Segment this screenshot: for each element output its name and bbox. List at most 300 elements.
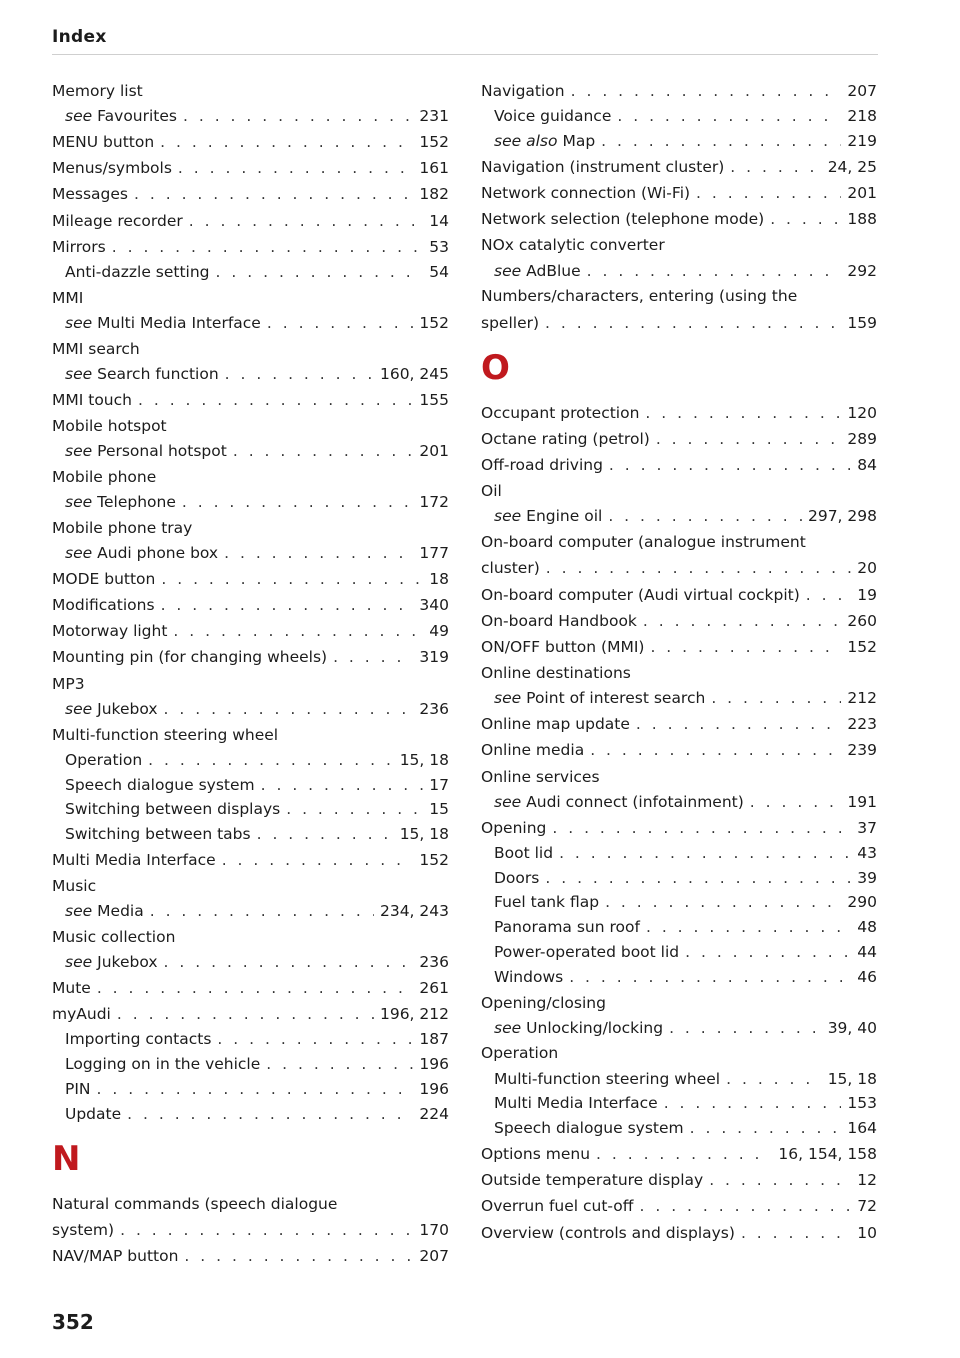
index-entry — [481, 555, 877, 581]
entry-label — [52, 847, 216, 873]
dot-leader — [150, 899, 374, 924]
index-subentry — [52, 260, 449, 285]
dot-leader — [333, 644, 413, 670]
entry-label — [494, 841, 553, 866]
entry-page-ref: 201 — [847, 183, 877, 202]
entry-page-ref: 196 — [419, 1055, 449, 1074]
entry-text: Multi Media Interface — [97, 313, 261, 332]
index-subentry — [52, 748, 449, 773]
entry-page-ref: 196 — [419, 1080, 449, 1099]
index-subentry — [481, 1067, 877, 1092]
entry-text: Operation — [65, 750, 143, 769]
entry-text: Occupant protection — [481, 403, 640, 422]
entry-page-ref: 44 — [857, 942, 877, 961]
see-reference: see — [494, 689, 522, 708]
index-subentry — [481, 1116, 877, 1141]
see-reference: see — [65, 442, 93, 461]
entry-label — [481, 660, 631, 686]
entry-label — [52, 413, 167, 439]
entry-label — [65, 311, 261, 336]
entry-page-ref: 20 — [857, 559, 877, 578]
dot-leader — [161, 566, 423, 592]
index-subentry — [481, 965, 877, 990]
entry-label — [65, 950, 158, 975]
see-reference: see — [494, 507, 522, 526]
entry-label — [494, 686, 705, 711]
entry-page-ref: 120 — [847, 403, 877, 422]
entry-text: Speech dialogue system — [494, 1119, 684, 1138]
entry-text: Online media — [481, 741, 585, 760]
entry-text: AdBlue — [526, 261, 581, 280]
dot-leader — [134, 181, 413, 207]
see-reference: see — [65, 902, 93, 921]
entry-text: Online services — [481, 767, 600, 786]
entry-page-ref: 292 — [847, 261, 877, 280]
entry-text: Multi-function steering wheel — [494, 1069, 721, 1088]
entry-label — [52, 618, 167, 644]
entry-text: Logging on in the vehicle — [65, 1055, 261, 1074]
index-entry — [52, 1217, 449, 1243]
dot-leader — [711, 686, 841, 711]
entry-page-ref: 177 — [419, 544, 449, 563]
dot-leader — [545, 310, 841, 336]
dot-leader — [643, 608, 842, 634]
entry-text: Audi connect (infotainment) — [526, 792, 744, 811]
entry-label — [52, 181, 128, 207]
entry-text: Music collection — [52, 928, 176, 947]
entry-text: Music — [52, 877, 97, 896]
dot-leader — [587, 259, 842, 284]
index-entry — [481, 283, 877, 309]
index-entry — [52, 78, 449, 104]
entry-text: Mobile phone tray — [52, 518, 193, 537]
index-entry — [481, 764, 877, 790]
index-entry — [52, 336, 449, 362]
entry-label — [65, 822, 251, 847]
entry-label — [52, 1001, 111, 1027]
index-subentry — [481, 104, 877, 129]
entry-page-ref: 16, 154, 158 — [778, 1145, 877, 1164]
entry-label — [52, 722, 278, 748]
index-entry — [52, 975, 449, 1001]
dot-leader — [261, 773, 424, 798]
entry-text: MODE button — [52, 569, 156, 588]
entry-label — [65, 1077, 91, 1102]
dot-leader — [160, 129, 413, 155]
entry-page-ref: 201 — [419, 442, 449, 461]
entry-text: Speech dialogue system — [65, 775, 255, 794]
entry-label — [481, 232, 665, 258]
entry-text: Octane rating (petrol) — [481, 429, 650, 448]
dot-leader — [164, 950, 414, 975]
entry-label — [65, 362, 219, 387]
see-reference: see — [65, 953, 93, 972]
entry-label — [481, 1167, 703, 1193]
index-entry — [52, 873, 449, 899]
entry-page-ref: 15 — [429, 800, 449, 819]
entry-page-ref: 188 — [847, 210, 877, 229]
index-entry — [481, 232, 877, 258]
index-subentry — [52, 797, 449, 822]
dot-leader — [645, 400, 841, 426]
index-subentry — [481, 129, 877, 154]
dot-leader — [609, 452, 851, 478]
dot-leader — [596, 1141, 772, 1167]
index-entry — [481, 1040, 877, 1066]
entry-text: ON/OFF button (MMI) — [481, 638, 645, 656]
page-header — [52, 26, 878, 55]
index-entry — [481, 1141, 877, 1167]
entry-label — [52, 155, 172, 181]
entry-text: Oil — [481, 482, 502, 501]
entry-page-ref: 15, 18 — [399, 825, 449, 844]
entry-label — [52, 1243, 178, 1269]
index-subentry — [481, 940, 877, 965]
entry-text: Multi Media Interface — [494, 1094, 658, 1113]
index-entry — [52, 722, 449, 748]
entry-text: Panorama sun roof — [494, 918, 640, 937]
entry-label — [52, 566, 155, 592]
entry-page-ref: 172 — [419, 493, 449, 512]
entry-label — [65, 1102, 121, 1127]
index-subentry — [52, 950, 449, 975]
entry-text: On-board computer (analogue instrument — [481, 533, 806, 552]
index-entry — [52, 1001, 449, 1027]
dot-leader — [636, 711, 842, 737]
entry-label — [481, 990, 606, 1016]
entry-label — [481, 1193, 633, 1219]
entry-text: Multi Media Interface — [52, 850, 216, 869]
entry-label — [52, 644, 327, 670]
entry-label — [494, 104, 611, 129]
entry-page-ref: 170 — [419, 1220, 449, 1239]
entry-page-ref: 152 — [847, 638, 877, 656]
index-subentry — [481, 841, 877, 866]
dot-leader — [750, 790, 842, 815]
entry-label — [52, 387, 132, 413]
entry-text: Engine oil — [526, 507, 603, 526]
entry-label — [494, 790, 744, 815]
dot-leader — [112, 234, 424, 260]
dot-leader — [601, 129, 841, 154]
entry-page-ref: 155 — [419, 390, 449, 409]
entry-page-ref: 191 — [847, 792, 877, 811]
dot-leader — [216, 260, 424, 285]
entry-text: Network connection (Wi-Fi) — [481, 183, 691, 202]
dot-leader — [189, 208, 424, 234]
see-reference: see also — [494, 131, 558, 150]
entry-label — [494, 129, 595, 154]
entry-text: Navigation — [481, 82, 565, 100]
entry-page-ref: 261 — [419, 979, 449, 998]
entry-label — [65, 260, 210, 285]
index-entry — [52, 413, 449, 439]
see-reference: see — [65, 364, 93, 383]
entry-page-ref: 39 — [857, 868, 877, 887]
entry-text: MMI — [52, 288, 84, 307]
entry-label — [52, 975, 91, 1001]
dot-leader — [117, 1001, 374, 1027]
entry-text: MENU button — [52, 132, 155, 151]
dot-leader — [120, 1217, 413, 1243]
entry-page-ref: 161 — [419, 159, 449, 178]
see-reference: see — [494, 261, 522, 280]
entry-label — [494, 1016, 663, 1041]
entry-page-ref: 223 — [847, 715, 877, 734]
entry-label — [494, 1067, 720, 1092]
dot-leader — [669, 1016, 822, 1041]
index-entry — [481, 815, 877, 841]
dot-leader — [138, 387, 413, 413]
index-entry — [481, 608, 877, 634]
entry-label — [481, 478, 502, 504]
entry-page-ref: 84 — [857, 456, 877, 475]
entry-label — [494, 940, 679, 965]
entry-label — [481, 1141, 590, 1167]
dot-leader — [267, 311, 414, 336]
entry-text: Search function — [97, 364, 219, 383]
entry-page-ref: 239 — [847, 741, 877, 760]
entry-text: Jukebox — [97, 953, 158, 972]
section-letter-heading: N — [52, 1138, 81, 1179]
entry-text: Natural commands (speech dialogue — [52, 1194, 338, 1213]
entry-label — [494, 890, 599, 915]
entry-page-ref: 236 — [419, 699, 449, 718]
entry-page-ref: 17 — [429, 775, 449, 794]
entry-label — [481, 1040, 558, 1066]
entry-text: Navigation (instrument cluster) — [481, 157, 725, 176]
index-entry — [481, 452, 877, 478]
entry-label — [52, 234, 106, 260]
dot-leader — [650, 634, 841, 660]
entry-text: Boot lid — [494, 843, 554, 862]
dot-leader — [571, 78, 842, 104]
entry-label — [65, 697, 158, 722]
entry-text: Numbers/characters, entering (using the — [481, 287, 798, 306]
entry-label — [481, 206, 764, 232]
dot-leader — [685, 940, 851, 965]
entry-label — [481, 711, 630, 737]
entry-text: Power-operated boot lid — [494, 942, 680, 961]
entry-page-ref: 159 — [847, 313, 877, 332]
entry-text: Online destinations — [481, 664, 631, 683]
dot-leader — [552, 815, 851, 841]
dot-leader — [770, 206, 841, 232]
index-subentry — [52, 697, 449, 722]
entry-label — [481, 400, 639, 426]
dot-leader — [161, 592, 414, 618]
page-number: 352 — [52, 1310, 94, 1334]
index-entry — [52, 1191, 449, 1217]
dot-leader — [709, 1167, 851, 1193]
index-entry — [481, 990, 877, 1016]
entry-page-ref: 152 — [419, 313, 449, 332]
entry-label — [65, 541, 218, 566]
dot-leader — [639, 1193, 851, 1219]
entry-label — [481, 154, 724, 180]
index-entry — [481, 634, 877, 660]
dot-leader — [266, 1052, 413, 1077]
entry-text: Network selection (telephone mode) — [481, 210, 765, 229]
entry-page-ref: 260 — [847, 611, 877, 630]
entry-page-ref: 152 — [419, 850, 449, 869]
entry-label — [481, 310, 539, 336]
dot-leader — [545, 866, 851, 891]
dot-leader — [217, 1027, 413, 1052]
index-column-left — [52, 78, 449, 1269]
entry-page-ref: 231 — [419, 107, 449, 126]
entry-label — [481, 529, 806, 555]
entry-label — [52, 1217, 114, 1243]
dot-leader — [97, 975, 414, 1001]
entry-label — [52, 208, 183, 234]
dot-leader — [605, 890, 841, 915]
dot-leader — [222, 847, 414, 873]
entry-page-ref: 19 — [857, 585, 877, 604]
entry-page-ref: 24, 25 — [827, 157, 877, 176]
entry-page-ref: 289 — [847, 429, 877, 448]
entry-label — [481, 452, 603, 478]
entry-label — [65, 490, 176, 515]
entry-page-ref: 160, 245 — [379, 364, 449, 383]
see-reference: see — [65, 493, 93, 512]
index-entry — [52, 181, 449, 207]
index-entry — [481, 206, 877, 232]
index-entry — [52, 592, 449, 618]
entry-page-ref: 236 — [419, 953, 449, 972]
dot-leader — [590, 737, 841, 763]
entry-label — [65, 1052, 260, 1077]
entry-label — [481, 634, 644, 660]
dot-leader — [608, 504, 802, 529]
index-subentry — [52, 1052, 449, 1077]
dot-leader — [173, 618, 423, 644]
entry-text: Off-road driving — [481, 456, 603, 475]
index-subentry — [481, 504, 877, 529]
entry-page-ref: 182 — [419, 185, 449, 204]
entry-label — [65, 797, 280, 822]
index-entry — [52, 464, 449, 490]
see-reference: see — [65, 544, 93, 563]
index-entry — [52, 1243, 449, 1269]
entry-page-ref: 39, 40 — [827, 1018, 877, 1037]
entry-text: Point of interest search — [526, 689, 706, 708]
entry-text: Switching between tabs — [65, 825, 251, 844]
entry-text: Anti-dazzle setting — [65, 262, 210, 281]
dot-leader — [183, 104, 413, 129]
entry-label — [65, 899, 144, 924]
dot-leader — [690, 1116, 842, 1141]
entry-text: Favourites — [97, 107, 177, 126]
entry-label — [481, 582, 800, 608]
entry-page-ref: 72 — [857, 1197, 877, 1216]
entry-text: Doors — [494, 868, 540, 887]
entry-text: Motorway light — [52, 622, 168, 641]
entry-page-ref: 319 — [419, 648, 449, 667]
dot-leader — [257, 822, 394, 847]
entry-page-ref: 48 — [857, 918, 877, 937]
dot-leader — [559, 841, 851, 866]
entry-label — [52, 924, 175, 950]
dot-leader — [664, 1091, 842, 1116]
index-entry — [52, 515, 449, 541]
index-entry — [481, 78, 877, 104]
see-reference: see — [65, 699, 93, 718]
entry-page-ref: 219 — [847, 131, 877, 150]
entry-text: MMI touch — [52, 390, 132, 409]
entry-page-ref: 18 — [429, 569, 449, 588]
dot-leader — [730, 154, 821, 180]
entry-page-ref: 340 — [419, 596, 449, 615]
dot-leader — [696, 180, 841, 206]
index-entry — [52, 234, 449, 260]
entry-label — [494, 1116, 684, 1141]
entry-text: Personal hotspot — [97, 442, 227, 461]
entry-label — [65, 748, 142, 773]
see-reference: see — [494, 792, 522, 811]
dot-leader — [225, 362, 374, 387]
entry-label — [494, 965, 563, 990]
entry-text: Mobile phone — [52, 467, 157, 486]
dot-leader — [184, 1243, 413, 1269]
entry-text: Unlocking/locking — [526, 1018, 664, 1037]
entry-label — [52, 515, 192, 541]
dot-leader — [617, 104, 841, 129]
entry-label — [481, 1220, 735, 1246]
dot-leader — [127, 1102, 413, 1127]
entry-label — [481, 180, 690, 206]
dot-leader — [726, 1067, 822, 1092]
entry-text: system) — [52, 1220, 115, 1239]
entry-text: Mounting pin (for changing wheels) — [52, 648, 328, 667]
entry-page-ref: 46 — [857, 967, 877, 986]
entry-label — [494, 915, 640, 940]
index-column-right — [481, 78, 877, 1246]
entry-text: Options menu — [481, 1145, 591, 1164]
index-entry — [52, 618, 449, 644]
entry-label — [481, 764, 600, 790]
index-subentry — [52, 541, 449, 566]
entry-label — [52, 129, 154, 155]
index-subentry — [52, 362, 449, 387]
entry-page-ref: 218 — [847, 107, 877, 126]
index-subentry — [52, 1077, 449, 1102]
entry-label — [52, 464, 156, 490]
entry-label — [481, 737, 584, 763]
entry-label — [52, 285, 83, 311]
entry-text: Modifications — [52, 596, 155, 615]
section-letter-heading: O — [481, 347, 510, 388]
entry-page-ref: 297, 298 — [807, 507, 877, 526]
index-subentry — [52, 311, 449, 336]
entry-text: cluster) — [481, 559, 540, 578]
entry-text: Map — [562, 131, 596, 150]
index-subentry — [52, 439, 449, 464]
index-entry — [481, 582, 877, 608]
entry-text: Operation — [481, 1044, 559, 1063]
index-subentry — [52, 899, 449, 924]
index-entry — [481, 426, 877, 452]
entry-page-ref: 15, 18 — [399, 750, 449, 769]
dot-leader — [646, 915, 851, 940]
index-entry — [481, 1167, 877, 1193]
entry-text: Fuel tank flap — [494, 893, 600, 912]
entry-page-ref: 54 — [429, 262, 449, 281]
entry-text: Windows — [494, 967, 564, 986]
dot-leader — [224, 541, 413, 566]
entry-text: Update — [65, 1104, 122, 1123]
entry-text: Telephone — [97, 493, 176, 512]
